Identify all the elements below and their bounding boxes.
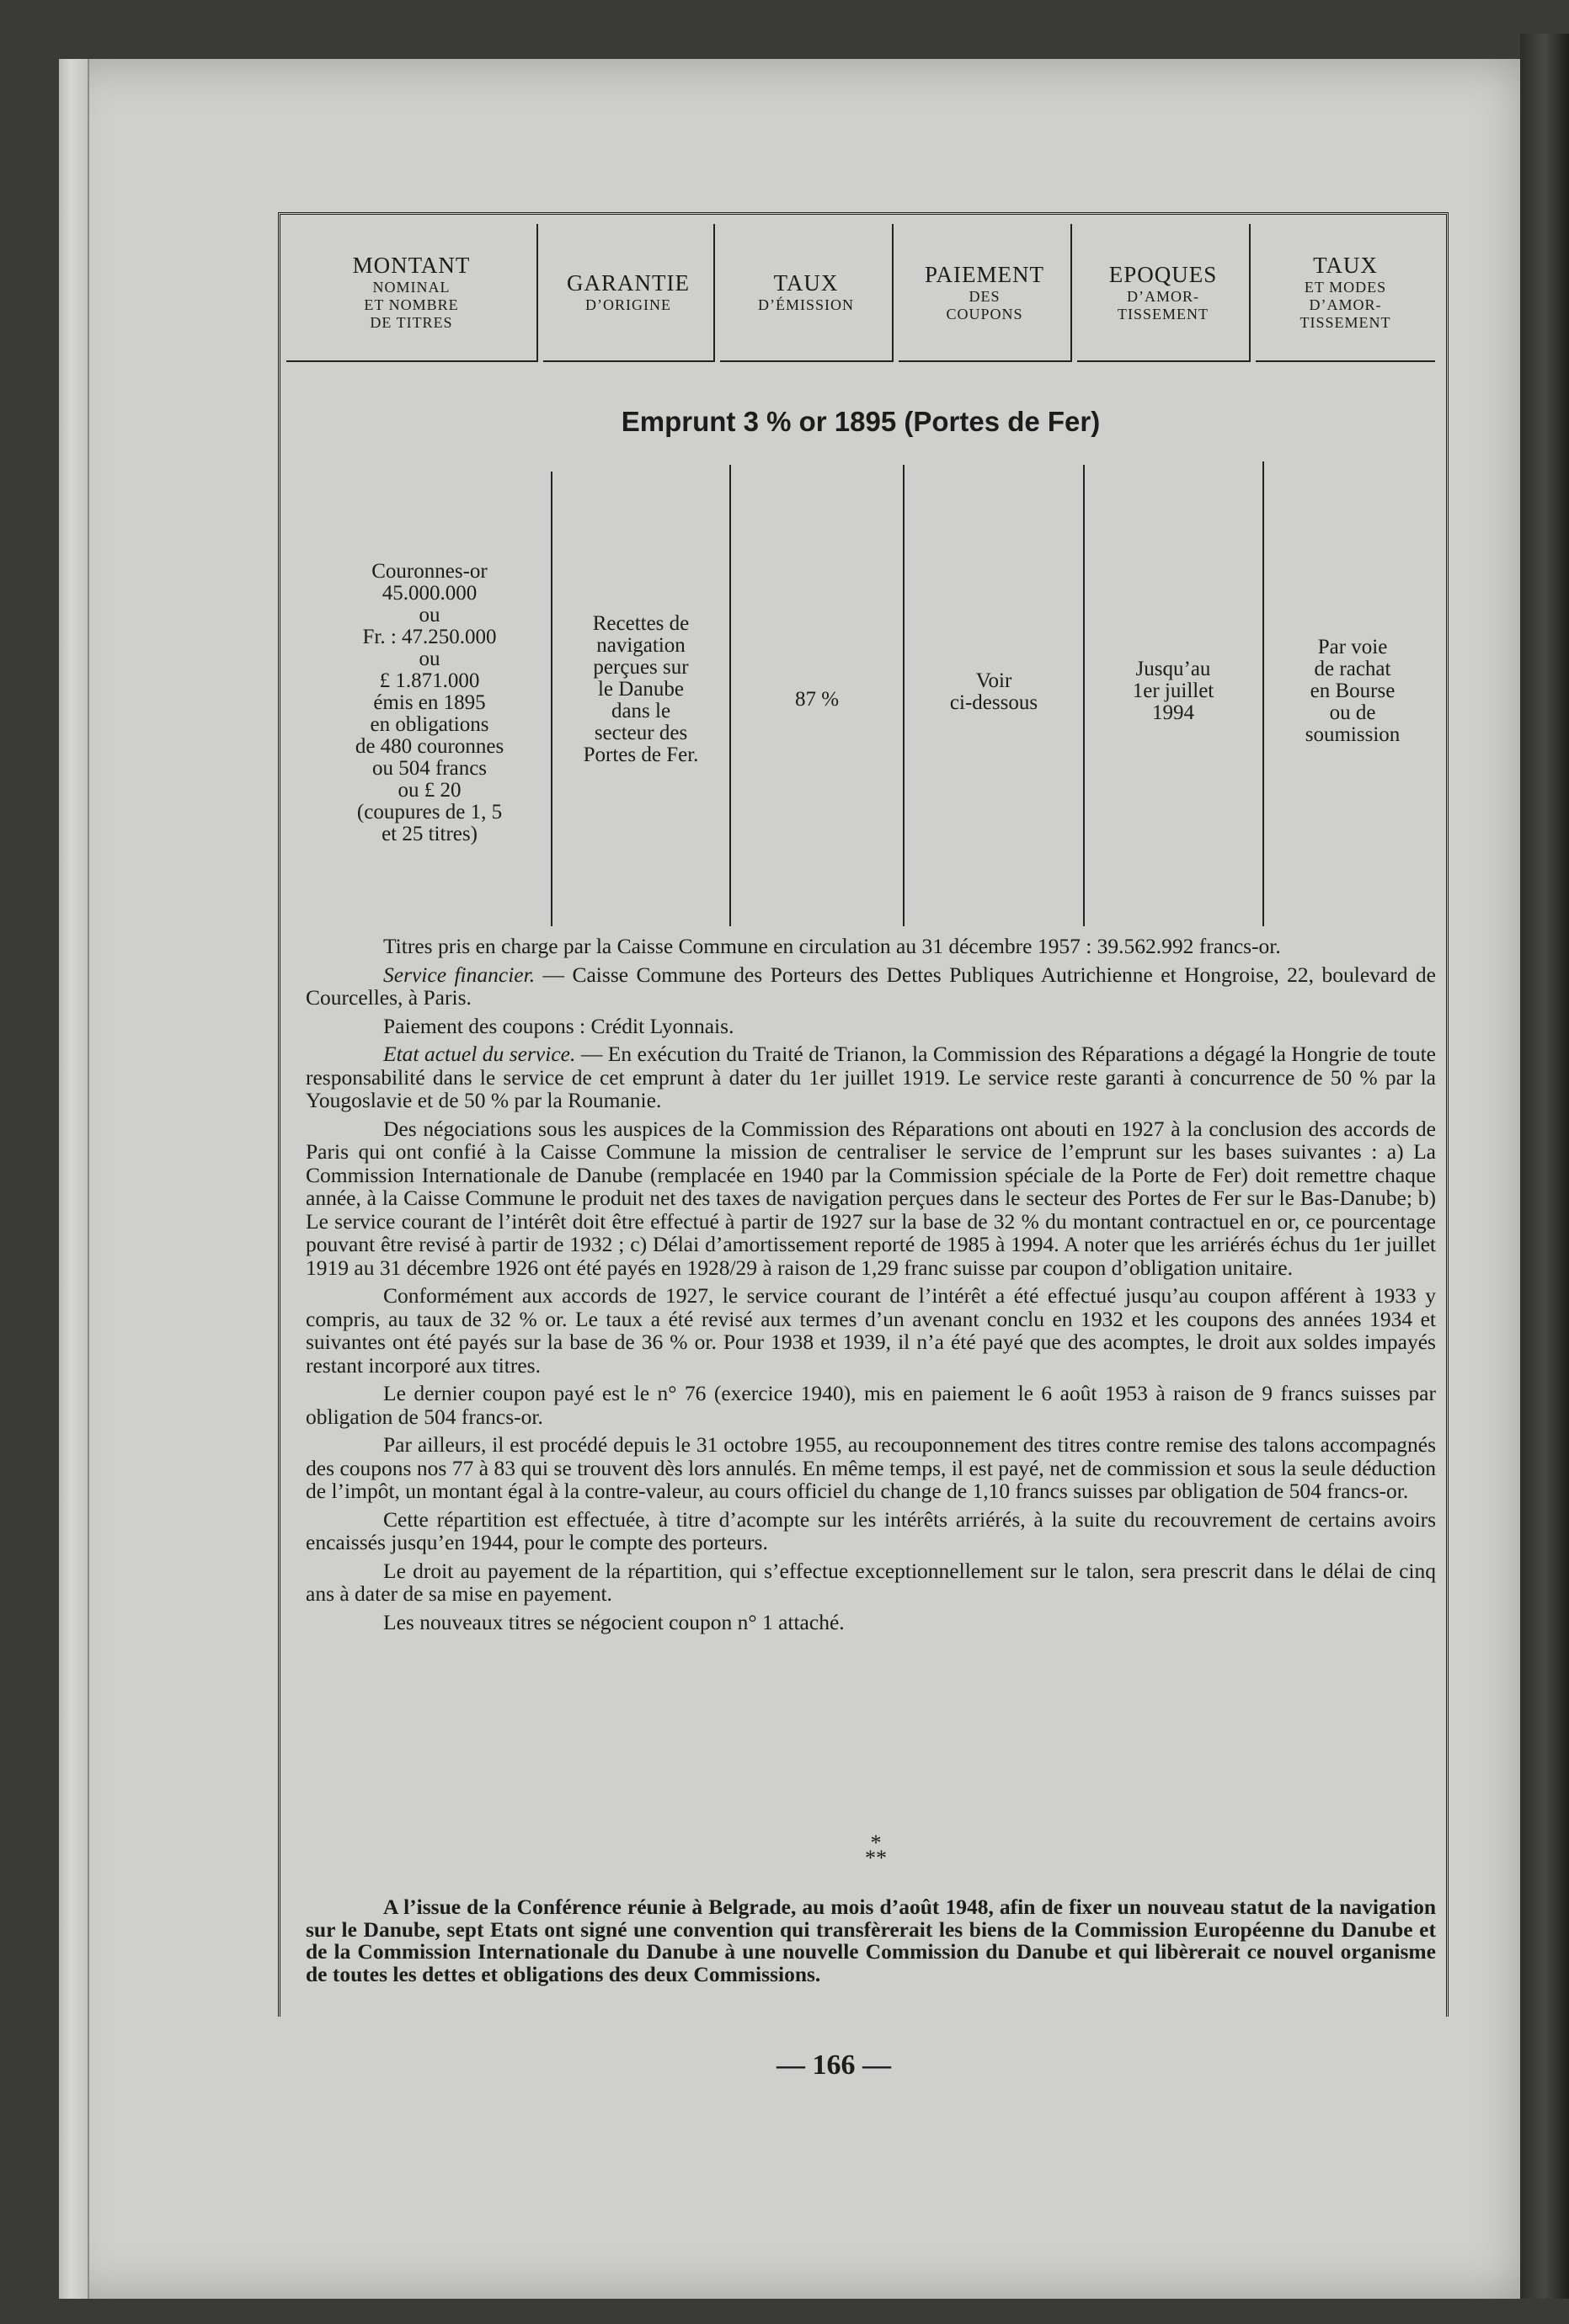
loan-title: Emprunt 3 % or 1895 (Portes de Fer) [621, 406, 1101, 437]
paragraph: Titres pris en charge par la Caisse Commune en circulation au 31 décembre 1957 : 39.562.992 francs-or. [383, 934, 1281, 958]
page-number: — 166 — [776, 2049, 891, 2081]
column-divider [729, 465, 731, 926]
header-taux-modes-sub: ET MODES D’AMOR- TISSEMENT [1299, 279, 1391, 331]
header-paiement-sub: DES COUPONS [946, 287, 1023, 322]
cell-paiement: Voir ci-dessous [949, 669, 1038, 714]
paragraph [306, 1042, 1436, 1112]
column-divider [903, 465, 905, 926]
header-garantie-title: GARANTIE [567, 270, 690, 296]
cell-taux-emission: 87 % [794, 688, 840, 711]
column-divider [551, 472, 552, 926]
paragraph: Les nouveaux titres se négocient coupon n° 1 attaché. [383, 1609, 845, 1634]
cell-garantie: Recettes de navigation perçues sur le Danube dans le secteur des Portes de Fer. [583, 612, 699, 766]
header-taux-modes-title: TAUX [1313, 253, 1378, 279]
column-divider [1083, 465, 1085, 926]
body-text [306, 935, 1436, 1639]
header-epoques-sub: D’AMOR- TISSEMENT [1118, 287, 1209, 322]
header-epoques-title: EPOQUES [1108, 261, 1218, 287]
header-paiement-title: PAIEMENT [924, 261, 1044, 287]
paragraph-label: Service financier. [383, 962, 536, 987]
cell-montant: Couronnes-or 45.000.000 ou Fr. : 47.250.000 ou £ 1.871.000 émis en 1895 en obligations de 480 couronnes ou 504 francs ou £ 20 (coupures de 1, 5 et 25 titres) [355, 560, 504, 845]
header-taux-title: TAUX [773, 270, 839, 296]
paragraph [306, 963, 1436, 1010]
paragraph-text: — Caisse Commune des Porteurs des Dettes Publiques Autrichienne et Hongroise, 22, boulevard de Courcelles, à Paris. [306, 962, 1436, 1010]
paragraph-text: — En exécution du Traité de Trianon, la Commission des Réparations a dégagé la Hongrie de toute responsabilité dans le service de cet emprunt à dater du 1er juillet 1919. Le service reste garanti à concurrence de 50 % par la Yougoslavie et de 50 % par la Roumanie. [306, 1042, 1437, 1112]
page-binding [59, 59, 89, 2299]
paragraph: Paiement des coupons : Crédit Lyonnais. [383, 1013, 734, 1038]
cell-epoques: Jusqu’au 1er juillet 1994 [1132, 658, 1214, 724]
cell-taux-modes: Par voie de rachat en Bourse ou de soumission [1305, 636, 1401, 746]
book-edge [1520, 34, 1569, 2299]
final-paragraph: A l’issue de la Conférence réunie à Belgrade, au mois d’août 1948, afin de fixer un nouveau statut de la navigation sur le Danube, sept Etats ont signé une convention qui transfèrerait les biens de la Commission Européenne du Danube et de la Commission Internationale du Danube à une nouvelle Commission du Danube et qui libèrerait ce nouvel organisme de toutes les dettes et obligations des deux Commissions. [306, 1895, 1436, 1986]
paragraph: Conformément aux accords de 1927, le service courant de l’intérêt a été effectué jusqu’au coupon afférent à 1933 y compris, au taux de 32 % or. Le taux a été revisé aux termes d’un avenant conclu en 1932 et les coupons des années 1934 et suivantes ont été payés sur la base de 36 % or. Pour 1938 et 1939, il n’a été payé que des acomptes, le droit aux soldes impayés restant incorporé aux titres. [306, 1283, 1436, 1378]
header-epoques [1077, 224, 1251, 362]
header-garantie-sub: D’ORIGINE [585, 296, 671, 314]
header-montant [286, 224, 538, 362]
header-montant-title: MONTANT [352, 253, 471, 279]
header-taux-sub: D’ÉMISSION [757, 296, 854, 314]
column-divider [1262, 461, 1264, 926]
paragraph: Des négociations sous les auspices de la Commission des Réparations ont abouti en 1927 à la conclusion des accords de Paris qui ont confié à la Caisse Commune la mission de centraliser le service de l’emprunt sur les bases suivantes : a) La Commission Internationale de Danube (remplacée en 1940 par la Commission spéciale de la Porte de Fer) doit remettre chaque année, à la Caisse Commune le produit net des taxes de navigation perçues dans le secteur des Portes de Fer sur le Bas-Danube; b) Le service courant de l’intérêt doit être effectué à partir de 1927 sur la base de 32 % du montant contractuel en or, ce pourcentage pouvant être revisé à partir de 1932 ; c) Délai d’amortissement reporté de 1985 à 1994. A noter que les arriérés échus du 1er juillet 1919 au 31 décembre 1926 ont été payés en 1928/29 à raison de 1,29 franc suisse par coupon d’obligation unitaire. [306, 1116, 1436, 1280]
header-taux-emission [720, 224, 894, 362]
final-text [306, 1896, 1436, 1986]
header-paiement [899, 224, 1072, 362]
paragraph: Cette répartition est effectuée, à titre d’acompte sur les intérêts arriérés, à la suite du recouvrement de certains avoirs encaissés jusqu’en 1944, pour le compte des porteurs. [306, 1506, 1436, 1554]
header-taux-modes [1256, 224, 1435, 362]
paragraph: Par ailleurs, il est procédé depuis le 31 octobre 1955, au recouponnement des titres contre remise des talons accompagnés des coupons nos 77 à 83 qui se trouvent dès lors annulés. En même temps, il est payé, net de commission et sous la seule déduction de l’impôt, un montant égal à la contre-valeur, au cours officiel du change de 1,10 francs suisses par obligation de 504 francs-or. [306, 1432, 1436, 1503]
paragraph: Le droit au payement de la répartition, qui s’effectue exceptionnellement sur le talon, sera prescrit dans le délai de cinq ans à dater de sa mise en payement. [306, 1558, 1436, 1606]
paragraph: Le dernier coupon payé est le n° 76 (exercice 1940), mis en paiement le 6 août 1953 à raison de 9 francs suisses par obligation de 504 francs-or. [306, 1381, 1436, 1429]
header-montant-sub: NOMINAL ET NOMBRE DE TITRES [364, 279, 459, 331]
paragraph-label: Etat actuel du service. [383, 1042, 576, 1066]
asterism-separator: * ** [865, 1831, 887, 1870]
header-garantie [543, 224, 715, 362]
table-header [286, 224, 1435, 362]
